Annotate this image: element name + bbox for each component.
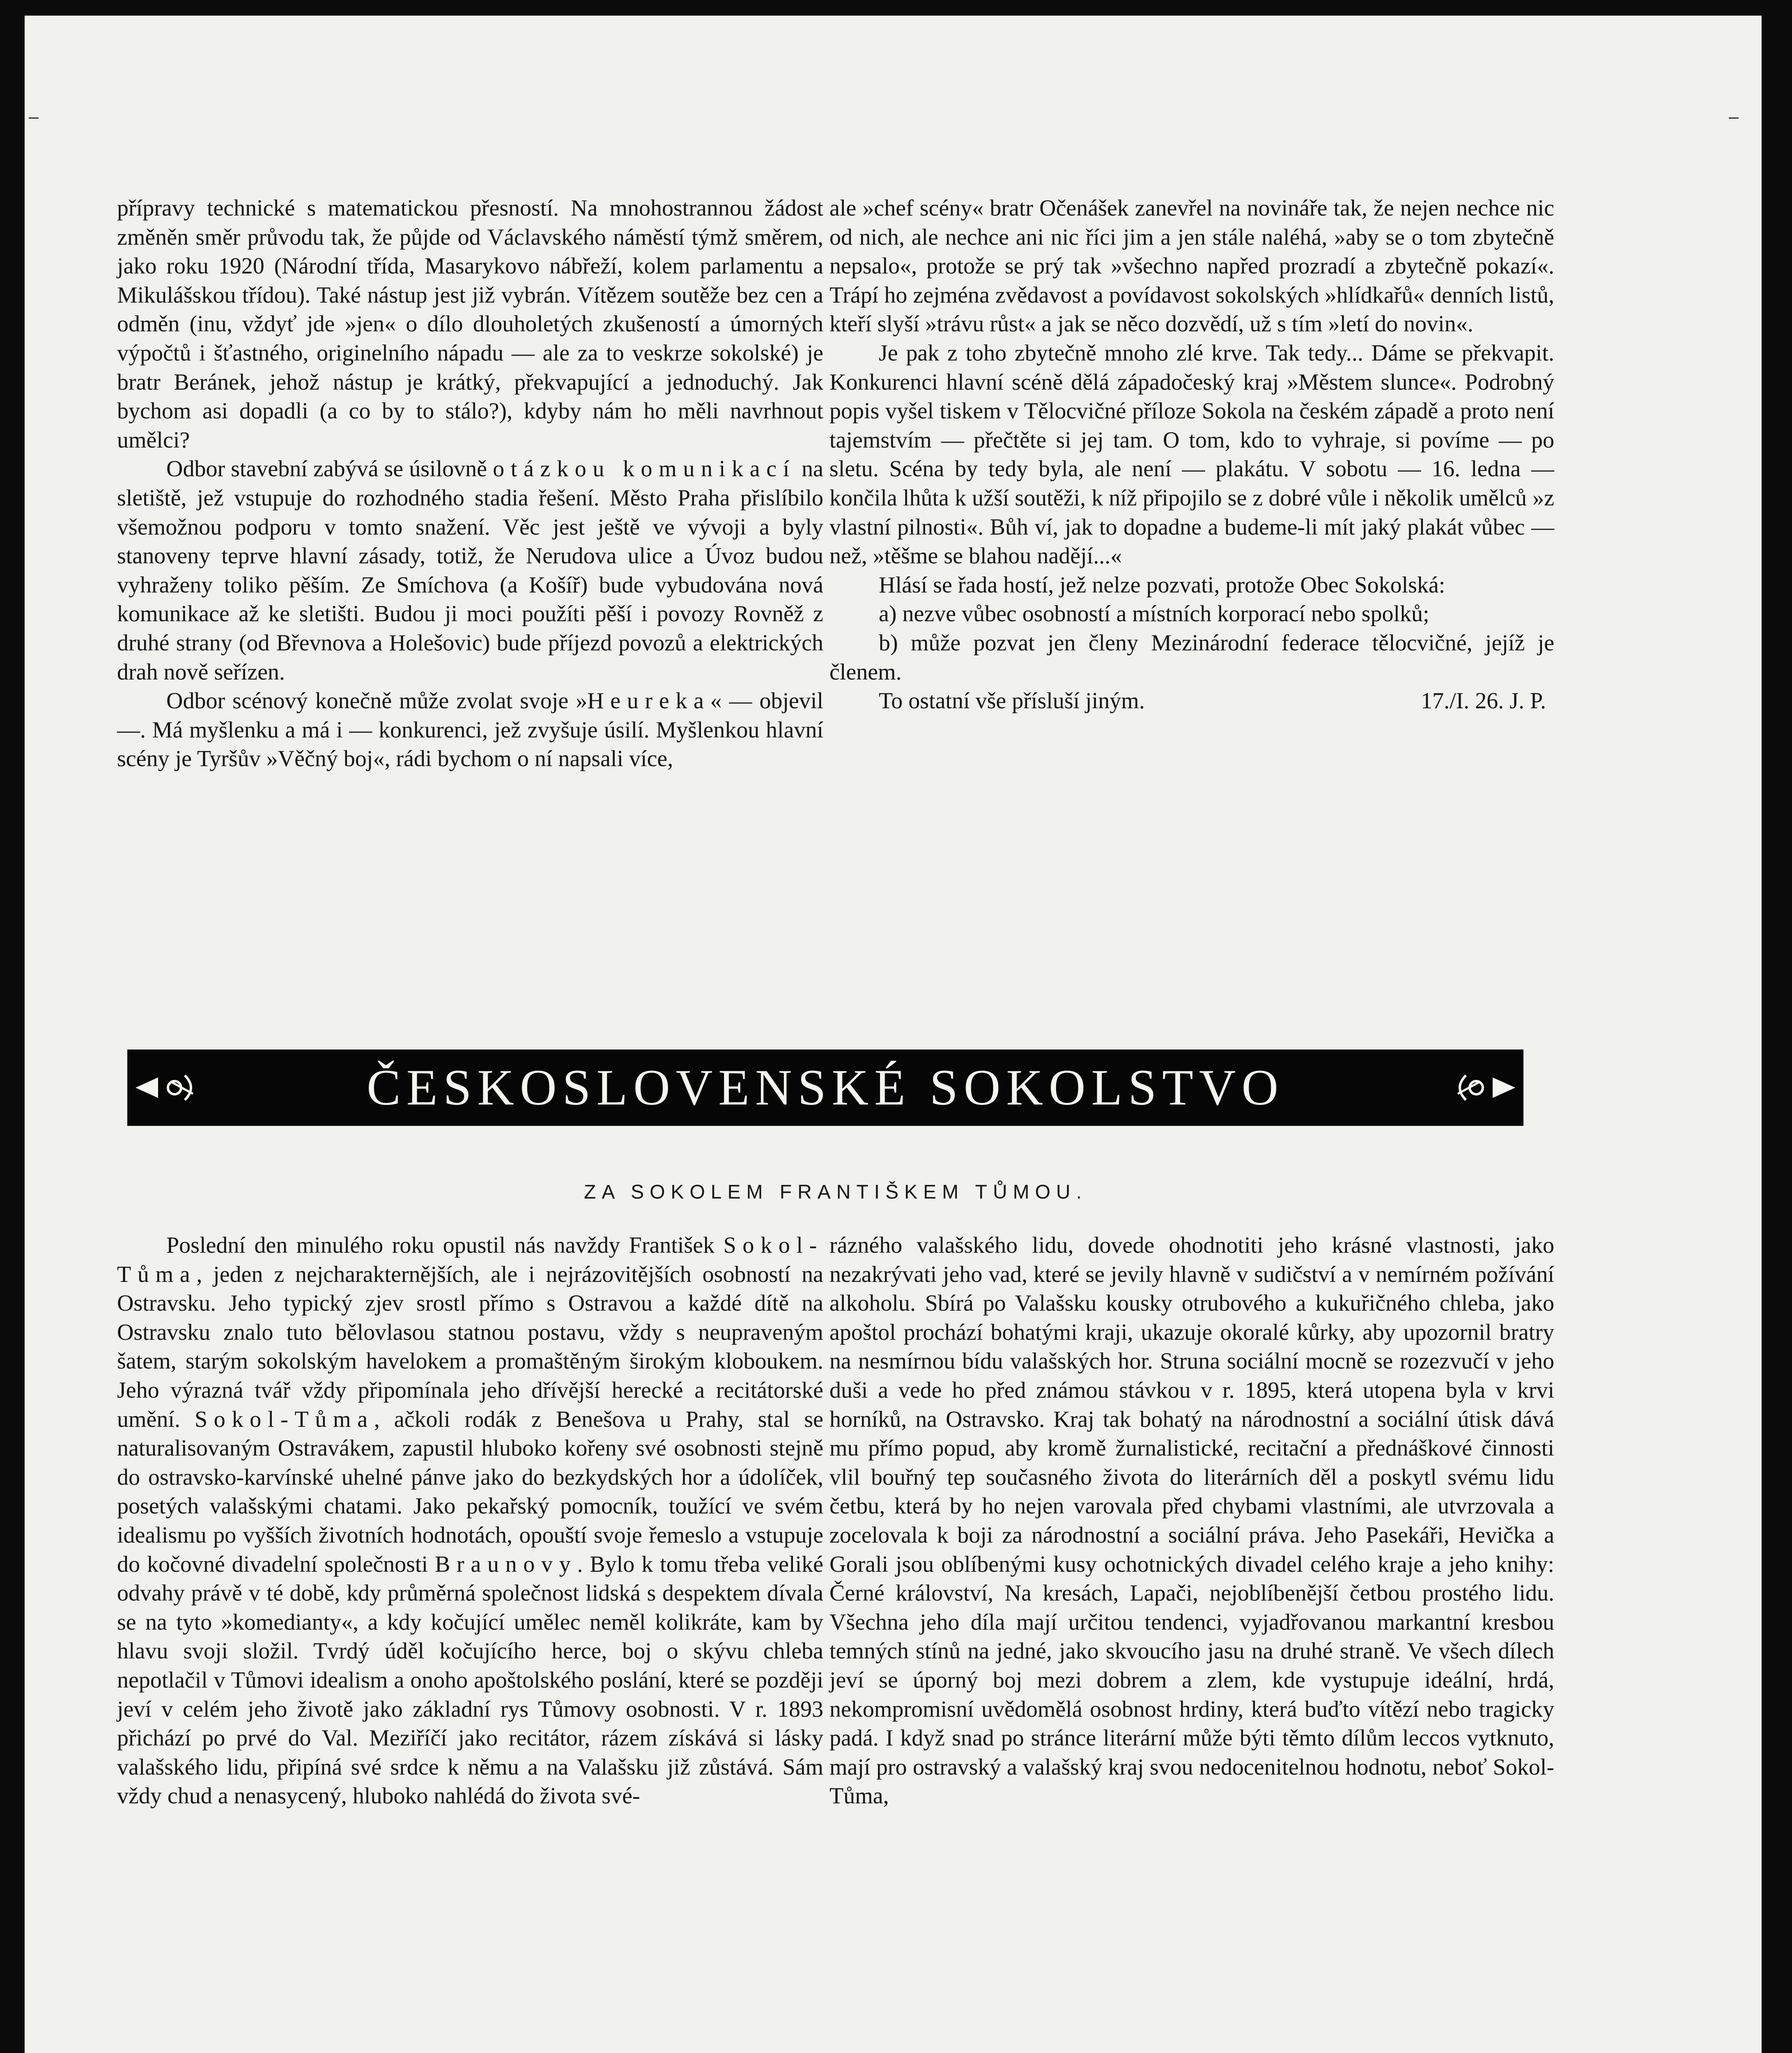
ornament-right-icon bbox=[1433, 1069, 1515, 1106]
spaced-name: Sokol-Tůma bbox=[117, 1233, 823, 1287]
paragraph: rázného valašského lidu, dovede ohodnotiti jeho krásné vlastnosti, jako nezakrývati jeho vad, které se jevily hlavně v sudičství a v nemírném požívání alkoholu. Sbírá po Valašsku kousky otrubového a kukuřičného chleba, jako apoštol prochází bohatými kraji, ukazuje okoralé kůrky, aby upozornil bratry na nesmírnou bídu valašských hor. Struna sociální mocně se rozezvučí v jeho duši a vede ho před známou stávkou v r. 1895, která utopena byla v krvi horníků, na Ostravsko. Kraj tak bohatý na národnostní a sociální útisk dává mu přímo popud, aby kromě žurnalistické, recitační a přednáškové činnosti vlil bouřný tep současného života do literárních děl a poskytl svému lidu četbu, která by ho nejen varovala před chybami vlastními, ale utvrzovala a zocelovala k boji za národnostní a sociální práva. Jeho Pasekáři, Hevička a Gorali jsou oblíbenými kusy ochotnických divadel celého kraje a jeho knihy: Černé království, Na kresách, Lapači, nejoblíbenější četbou prostého lidu. Všechna jeho díla mají určitou tendenci, vyjadřovanou markantní kresbou temných stínů na jedné, jako skvoucího jasu na druhé straně. Ve všech dílech jeví se úporný boj mezi dobrem a zlem, kde vystupuje ideální, hrdá, nekompromisní uvědomělá osobnost hrdiny, která buďto vítězí nebo tragicky padá. I když snad po stránce literární může býti těmto dílům leccos vytknuto, mají pro ostravský a valašský kraj svou nedocenitelnou hodnotu, neboť Sokol-Tůma, bbox=[829, 1233, 1554, 1809]
signature: 17./I. 26. J. P. bbox=[1421, 688, 1546, 714]
spaced-name: Braunovy bbox=[435, 1551, 577, 1577]
lower-right-column bbox=[829, 1231, 1554, 1811]
spaced-emphasis: otázkou komunikací bbox=[493, 456, 796, 482]
spaced-name: Sokol-Tůma bbox=[194, 1406, 374, 1432]
paragraph: Odbor scénový konečně může zvolat svoje »Heureka« — objevil —. Má myšlenku a má i — konkurenci, jež zvyšuje úsilí. Myšlenkou hlavní scény je Tyršův »Věčný boj«, rádi bychom o ní napsali více, bbox=[117, 688, 824, 772]
section-title: ČESKOSLOVENSKÉ SOKOLSTVO bbox=[366, 1059, 1284, 1116]
paragraph: Hlásí se řada hostí, jež nelze pozvati, protože Obec Sokolská: bbox=[879, 572, 1445, 598]
paragraph: přípravy technické s matematickou přesností. Na mnohostrannou žádost změněn směr průvodu tak, že půjde od Václavského náměstí týmž směrem, jako roku 1920 (Národní třída, Masarykovo nábřeží, kolem parlamentu a Mikulášskou třídou). Také nástup jest již vybrán. Vítězem soutěže bez cen a odměn (inu, vždyť jde »jen« o dílo dlouholetých zkušeností a úmorných výpočtů i šťastného, originelního nápadu — ale za to veskrze sokolské) je bratr Beránek, jehož nástup je krátký, překvapující a jednoduchý. Jak bychom asi dopadli (a co by to stálo?), kdyby nám ho měli navrhnout umělci? bbox=[117, 195, 823, 453]
paragraph: ale »chef scény« bratr Očenášek zanevřel na novináře tak, že nejen nechce nic od nich, ale nechce ani nic říci jim a jen stále naléhá, »aby se o tom zbytečně nepsalo«, protože se prý tak »všechno napřed prozradí a zbytečně pokazí«. Trápí ho zejména zvědavost a povídavost sokolských »hlídkařů« denních listů, kteří slyší »trávu růst« a jak se něco dozvědí, už s tím »letí do novin«. bbox=[829, 195, 1554, 337]
ornament-left-icon bbox=[136, 1069, 218, 1106]
upper-right-column bbox=[829, 194, 1554, 716]
magazine-page bbox=[25, 16, 1762, 2053]
closing-text: To ostatní vše přísluší jiným. bbox=[879, 688, 1145, 714]
scan-mark bbox=[29, 117, 39, 119]
article-title: ZA SOKOLEM FRANTIŠKEM TŮMOU. bbox=[584, 1181, 1087, 1203]
section-banner bbox=[127, 1049, 1523, 1126]
upper-left-column bbox=[117, 194, 823, 774]
lower-left-column bbox=[117, 1231, 823, 1811]
spaced-emphasis: Heureka bbox=[587, 688, 710, 714]
paragraph: Poslední den minulého roku opustil nás navždy František Sokol-Tůma, jeden z nejcharakternějších, ale i nejrázovitějších osobností na Ostravsku. Jeho typický zjev srostl přímo s Ostravou a každé dítě na Ostravsku znalo tuto bělovlasou statnou postavu, vždy s neupraveným šatem, starým sokolským havelokem a promaštěným širokým kloboukem. Jeho výrazná tvář vždy připomínala jeho dřívější herecké a recitátorské umění. Sokol-Tůma, ačkoli rodák z Benešova u Prahy, stal se naturalisovaným Ostravákem, zapustil hluboko kořeny své osobnosti stejně do ostravsko-karvínské uhelné pánve jako do bezkydských hor a údolíček, posetých valašskými chatami. Jako pekařský pomocník, toužící ve svém idealismu po vyšších životních hodnotách, opouští svoje řemeslo a vstupuje do kočovné divadelní společnosti Braunovy. Bylo k tomu třeba veliké odvahy právě v té době, kdy průměrná společnost lidská s despektem dívala se na tyto »komedianty«, a kdy kočující umělec neměl kolikráte, kam by hlavu svoji složil. Tvrdý úděl kočujícího herce, boj o skývu chleba nepotlačil v Tůmovi idealism a onoho apoštolského poslání, které se později jeví v celém jeho životě jako základní rys Tůmovy osobnosti. V r. 1893 přichází po prvé do Val. Meziříčí jako recitátor, rázem získává si lásky valašského lidu, připíná své srdce k němu a na Valašsku již zůstává. Sám vždy chud a nenasycený, hluboko nahlédá do života své- bbox=[117, 1233, 823, 1809]
scan-mark bbox=[1729, 117, 1739, 119]
list-item: b) může pozvat jen členy Mezinárodní federace tělocvičné, jejíž je členem. bbox=[829, 630, 1554, 685]
paragraph: Je pak z toho zbytečně mnoho zlé krve. Tak tedy... Dáme se překvapit. Konkurenci hlavní scéně dělá západočeský kraj »Městem slunce«. Podrobný popis vyšel tiskem v Tělocvičné příloze Sokola na českém západě a proto není tajemstvím — přečtěte si jej tam. O tom, kdo to vyhraje, si povíme — po sletu. Scéna by tedy byla, ale není — plakátu. V sobotu — 16. ledna — končila lhůta k užší soutěži, k níž připojilo se z dobré vůle i několik umělců »z vlastní pilnosti«. Bůh ví, jak to dopadne a budeme-li mít jaký plakát vůbec — než, »těšme se blahou nadějí...« bbox=[829, 340, 1554, 569]
closing-line bbox=[829, 687, 1554, 716]
list-item: a) nezve vůbec osobností a místních korporací nebo spolků; bbox=[879, 601, 1429, 627]
paragraph: Odbor stavební zabývá se úsilovně otázkou komunikací na sletiště, jež vstupuje do rozhodného stadia řešení. Město Praha přislíbilo všemožnou podporu v tomto snažení. Věc jest ještě ve vývoji a byly stanoveny teprve hlavní zásady, totiž, že Nerudova ulice a Úvoz budou vyhraženy toliko pěším. Ze Smíchova (a Košíř) bude vybudována nová komunikace až ke sletišti. Budou ji moci použíti pěší i povozy Rovněž z druhé strany (od Břevnova a Holešovic) bude příjezd povozů a elektrických drah nově seřízen. bbox=[117, 456, 823, 685]
